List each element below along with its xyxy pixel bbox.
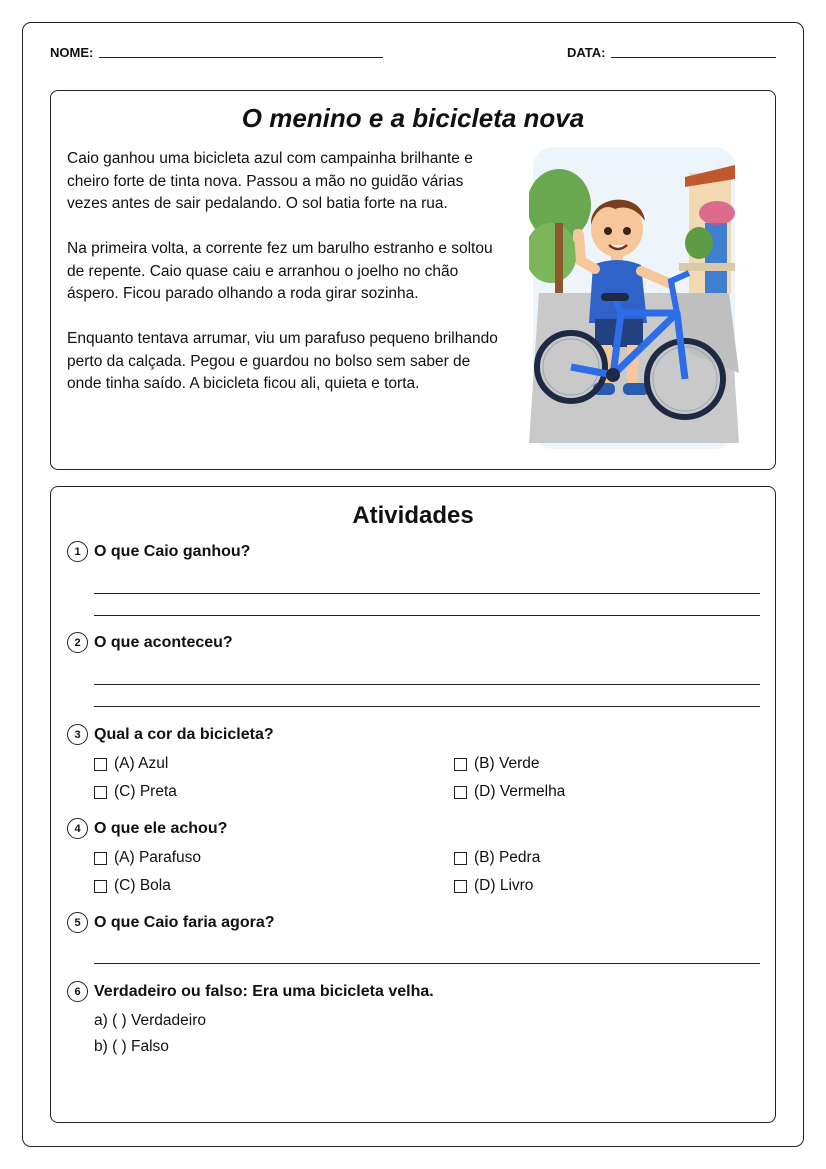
option-3a[interactable]: (A) Azul [94, 755, 168, 773]
name-field[interactable] [99, 57, 383, 58]
checkbox[interactable] [94, 758, 107, 771]
option-4a[interactable]: (A) Parafuso [94, 849, 201, 867]
story-paragraph-3: Enquanto tentava arrumar, viu um parafuso pequeno brilhando perto da calçada. Pegou e guardou no bolso sem saber de onde tinha saído. A bicicleta ficou ali, quieta e torta. [67, 330, 498, 392]
option-3d[interactable]: (D) Vermelha [454, 783, 565, 801]
name-label: NOME: [50, 45, 94, 60]
option-4b[interactable]: (B) Pedra [454, 849, 540, 867]
question-text: Qual a cor da bicicleta? [94, 725, 274, 743]
question-2 [67, 632, 233, 653]
question-text: O que ele achou? [94, 819, 228, 837]
question-number-badge: 4 [67, 818, 88, 839]
activities-box [50, 486, 776, 1123]
story-paragraph-1: Caio ganhou uma bicicleta azul com campainha brilhante e cheiro forte de tinta nova. Passou a mão no guidão várias vezes antes de sair pedalando. O sol batia forte na rua. [67, 150, 473, 212]
checkbox[interactable] [94, 852, 107, 865]
question-text: O que aconteceu? [94, 633, 233, 651]
boy-with-bicycle-illustration [529, 143, 739, 453]
story-paragraph-2: Na primeira volta, a corrente fez um barulho estranho e soltou de repente. Caio quase caiu e arranhou o joelho no chão áspero. Ficou parado olhando a roda girar sozinha. [67, 240, 493, 302]
checkbox[interactable] [94, 880, 107, 893]
question-number-badge: 1 [67, 541, 88, 562]
question-text: O que Caio ganhou? [94, 542, 251, 560]
activities-title: Atividades [352, 502, 474, 529]
question-1 [67, 541, 250, 562]
checkbox[interactable] [454, 880, 467, 893]
story-title: O menino e a bicicleta nova [241, 103, 585, 133]
question-5 [67, 912, 274, 933]
question-text: Verdadeiro ou falso: Era uma bicicleta velha. [94, 982, 434, 1000]
answer-line[interactable] [94, 706, 760, 707]
option-3c[interactable]: (C) Preta [94, 783, 177, 801]
answer-line[interactable] [94, 593, 760, 594]
question-number-badge: 6 [67, 981, 88, 1002]
answer-line[interactable] [94, 963, 760, 964]
story-box [50, 90, 776, 470]
checkbox[interactable] [454, 758, 467, 771]
checkbox[interactable] [454, 786, 467, 799]
false-option[interactable]: b) ( ) Falso [94, 1038, 169, 1055]
checkbox[interactable] [94, 786, 107, 799]
date-label: DATA: [567, 45, 606, 60]
question-number-badge: 5 [67, 912, 88, 933]
question-number-badge: 2 [67, 632, 88, 653]
question-4 [67, 818, 227, 839]
true-option[interactable]: a) ( ) Verdadeiro [94, 1012, 206, 1029]
question-number-badge: 3 [67, 724, 88, 745]
option-4c[interactable]: (C) Bola [94, 877, 171, 895]
checkbox[interactable] [454, 852, 467, 865]
answer-line[interactable] [94, 615, 760, 616]
answer-line[interactable] [94, 684, 760, 685]
option-3b[interactable]: (B) Verde [454, 755, 539, 773]
question-6 [67, 981, 434, 1002]
question-3 [67, 724, 274, 745]
story-text [67, 148, 507, 418]
option-4d[interactable]: (D) Livro [454, 877, 533, 895]
date-field[interactable] [611, 57, 776, 58]
question-text: O que Caio faria agora? [94, 913, 275, 931]
